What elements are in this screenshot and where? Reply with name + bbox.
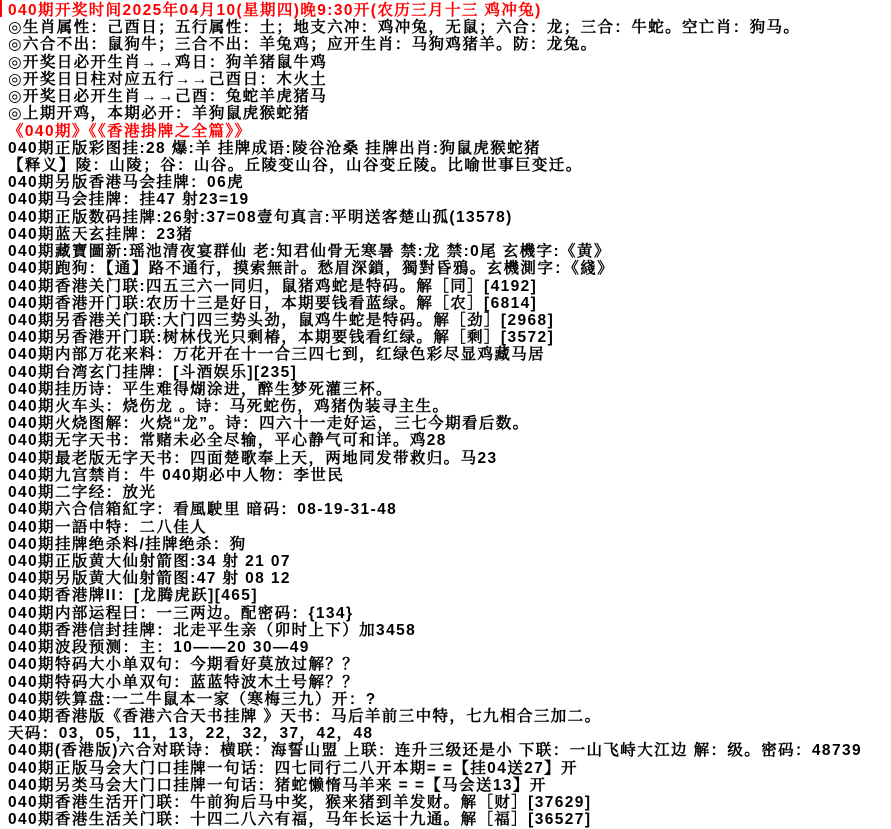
- text-line: 040期正版数码挂牌:26射:37=08壹句真言:平明送客楚山孤(13578): [8, 208, 513, 226]
- text-line: 040期正版黄大仙射箭图:34 射 21 07: [8, 553, 291, 570]
- text-line: 【释义】陵：山陵；谷：山谷。丘陵变山谷，山谷变丘陵。比喻世事巨变迁。: [8, 156, 583, 174]
- text-line: 040期特码大小单双句：今期看好莫放过解？？: [8, 656, 360, 674]
- text-line: 040期藏寶圖新:瑶池清夜宴群仙 老:知君仙骨无寒暑 禁:龙 禁:0尾 玄機字:《黄》: [8, 243, 611, 261]
- text-line: 040期内部万花来料：万花开在十一合三四七到，红绿色彩尽显鸡藏马居: [8, 346, 546, 364]
- text-line: 040期台湾玄门挂牌：[斗酒娱乐][235]: [8, 363, 298, 381]
- text-line: ◎上期开鸡，本期必开：羊狗鼠虎猴蛇猪: [8, 105, 311, 123]
- text-line: 040期马会挂牌：挂47 射23=19: [8, 191, 250, 209]
- text-line: ◎六合不出：鼠狗牛；三合不出：羊兔鸡；应开生肖：马狗鸡猪羊。防：龙兔。: [8, 36, 598, 54]
- text-line: 040期另香港关门联:大门四三势头劲，鼠鸡牛蛇是特码。解［劲］[2968]: [8, 311, 555, 329]
- text-line: ◎开奖日必开生肖→→鸡日：狗羊猪鼠牛鸡: [8, 53, 328, 71]
- highlight-line: 040期开奖时间2025年04月10(星期四)晚9:30开(农历三月十三 鸡冲兔): [8, 2, 542, 19]
- text-line: 040期香港牌II：[龙腾虎跃][465]: [8, 587, 258, 605]
- text-line: ◎开奖日必开生肖→→己酉：兔蛇羊虎猪马: [8, 88, 328, 106]
- text-line: 040期(香港版)六合对联诗：横联：海誓山盟 上联：连升三级还是小 下联：一山飞峙大江边 解：级。密码：48739: [8, 742, 863, 760]
- text-line: 040期香港生活开门联：牛前狗后马中奖，猴来猪到羊发财。解［财］[37629]: [8, 794, 592, 812]
- text-line: 040期香港关门联:四五三六一同归，鼠猪鸡蛇是特码。解［同］[4192]: [8, 277, 538, 295]
- text-line: 040期另香港开门联:树林伐光只剩椿，本期要钱看红绿。解［剩］[3572]: [8, 329, 555, 347]
- text-line: 天码：03，05，11，13，22，32，37，42，48: [8, 725, 374, 743]
- text-line: 040期特码大小单双句：蓝蓝特波木土号解？？: [8, 673, 360, 691]
- text-line: 040期无字天书：常赌未必全尽输，平心静气可和详。鸡28: [8, 432, 447, 450]
- text-line: 040期九宫禁肖：牛 040期必中人物：李世民: [8, 466, 345, 484]
- highlight-line: 《040期》《《香港掛牌之全篇》》: [8, 122, 252, 140]
- text-line: 040期另类马会大门口挂牌一句话：猪蛇懒惰马羊来 = =【马会送13】开: [8, 776, 547, 794]
- text-line: 040期火烧图解：火烧“龙”。诗：四六十一走好运，三七今期看后数。: [8, 415, 530, 433]
- text-line: 040期正版彩图挂:28 爆:羊 挂牌成语:陵谷沧桑 挂牌出肖:狗鼠虎猴蛇猪: [8, 139, 541, 157]
- text-line: ◎生肖属性：己酉日；五行属性：土；地支六冲：鸡冲兔，无鼠；六合：龙；三合：牛蛇。空亡肖：狗马。: [8, 19, 801, 37]
- text-line: 040期六合信箱紅字：看風駛里 暗码：08-19-31-48: [8, 501, 398, 519]
- text-line: 040期铁算盘:一二牛鼠本一家（寒梅三九）开：?: [8, 690, 377, 708]
- text-line: 040期香港生活关门联：十四二八六有福，马年长运十九通。解［福］[36527]: [8, 811, 592, 829]
- text-line: 040期香港版《香港六合天书挂牌 》天书：马后羊前三中特，七九相合三加二。: [8, 707, 602, 725]
- text-lines-container: [8, 2, 891, 829]
- text-line: 040期挂历诗：平生难得煳涂进，醉生梦死灌三杯。: [8, 380, 393, 398]
- text-line: 040期一語中特：二八佳人: [8, 518, 208, 536]
- text-line: 040期挂牌绝杀料/挂牌绝杀：狗: [8, 535, 247, 553]
- text-line: 040期跑狗：【通】路不通行，摸索無計。愁眉深鎖，獨對昏鴉。玄機測字：《綫》: [8, 260, 615, 278]
- text-line: 040期波段预测：主：10——20 30—49: [8, 639, 310, 657]
- text-line: 040期火车头：烧伤龙 。诗：马死蛇伤，鸡猪伪装寻主生。: [8, 398, 450, 416]
- text-line: 040期二字经：放光: [8, 484, 157, 502]
- left-border-fragment: [0, 0, 2, 17]
- text-line: 040期内部运程曰：一三两边。配密码：{134}: [8, 604, 354, 622]
- text-line: ◎开奖日日柱对应五行→→己酉日：木火土: [8, 70, 328, 88]
- text-line: 040期最老版无字天书：四面楚歌奉上天，两地同发带救归。马23: [8, 449, 498, 467]
- text-line: 040期香港开门联:农历十三是好日，本期要钱看蓝绿。解［农］[6814]: [8, 294, 538, 312]
- text-line: 040期香港信封挂牌：北走平生亲（卯时上下）加3458: [8, 621, 417, 639]
- text-line: 040期正版马会大门口挂牌一句话：四七同行二八开本期= =【挂04送27】开: [8, 759, 578, 777]
- text-line: 040期另版黄大仙射箭图:47 射 08 12: [8, 570, 291, 588]
- text-line: 040期另版香港马会挂牌：06虎: [8, 174, 245, 192]
- text-line: 040期蓝天玄挂牌：23猪: [8, 225, 194, 243]
